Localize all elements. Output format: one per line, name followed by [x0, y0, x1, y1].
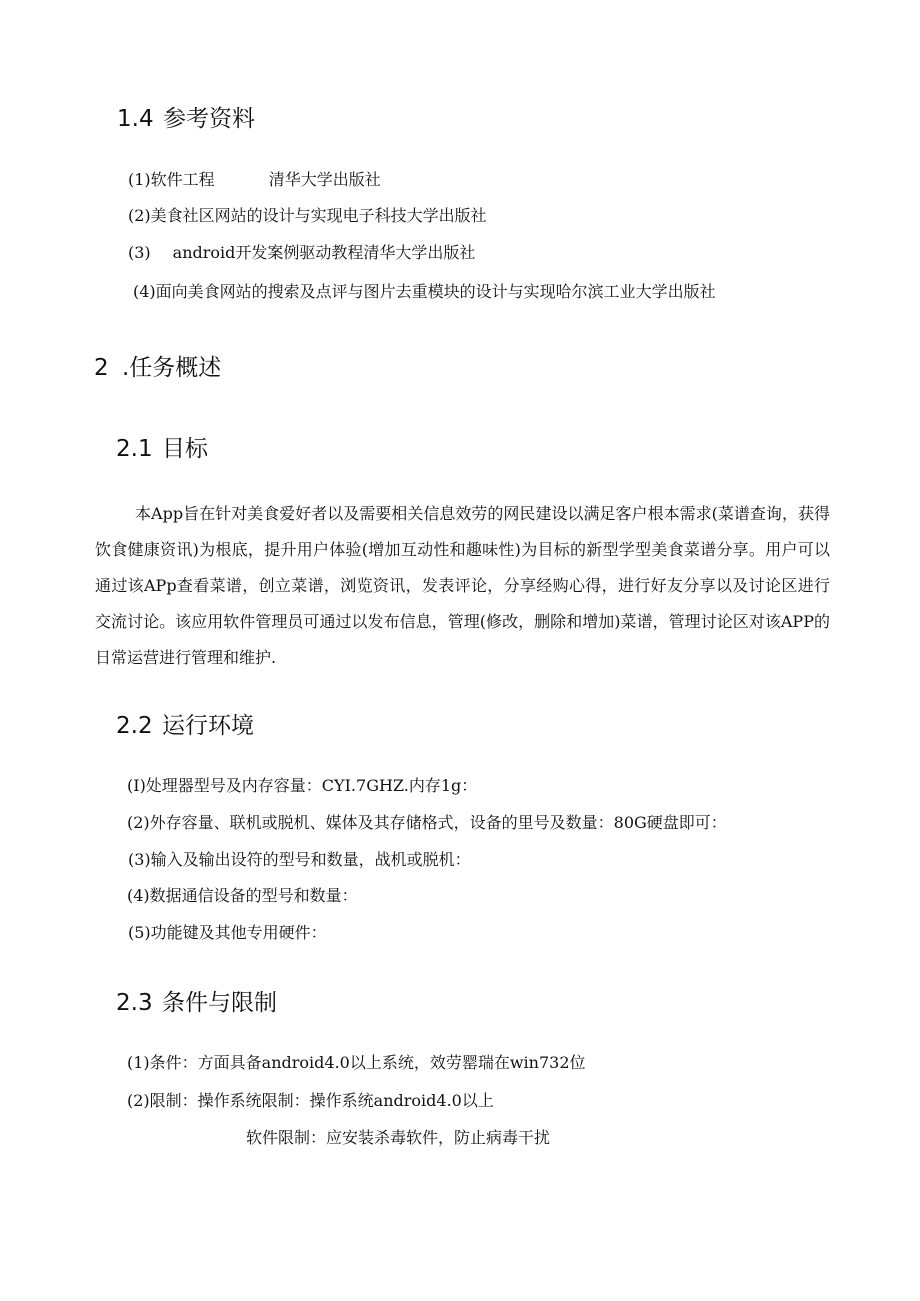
- reference-id: (3): [128, 243, 151, 262]
- section-heading-2: [94, 353, 221, 383]
- software-restriction-item: 软件限制：应安装杀毒软件，防止病毒干扰: [246, 1128, 551, 1147]
- section-title: 条件与限制: [162, 990, 277, 1016]
- environment-item-1: (I)处理器型号及内存容量：CYI.7GHZ.内存1g：: [127, 776, 478, 795]
- condition-item: (1)条件：方面具备android4.0以上系统，效劳罂瑞在win732位: [127, 1053, 586, 1072]
- reference-title: 美食社区网站的设计与实现电子科技大学出版社: [150, 206, 487, 225]
- reference-id: (2): [128, 206, 151, 225]
- section-heading-2-3: [116, 988, 277, 1018]
- section-number: 2.2: [116, 713, 153, 739]
- section-number: 2.1: [116, 436, 153, 462]
- reference-title: 软件工程: [150, 170, 215, 189]
- environment-item-3: (3)输入及输出设符的型号和数量，战机或脱机：: [128, 850, 471, 869]
- section-number: 2: [94, 355, 109, 381]
- section-title: .任务概述: [122, 355, 222, 381]
- section-heading-2-1: [116, 434, 208, 464]
- reference-publisher: 清华大学出版社: [268, 170, 381, 189]
- section-number: 2.3: [116, 990, 153, 1016]
- reference-id: (1): [128, 170, 151, 189]
- section-title: 参考资料: [163, 106, 255, 132]
- goal-paragraph: [95, 496, 830, 676]
- environment-item-5: (5)功能键及其他专用硬件：: [128, 923, 327, 942]
- reference-id: (4): [133, 282, 156, 301]
- reference-title: android开发案例驱动教程清华大学出版社: [172, 243, 476, 262]
- section-heading-1-4: [117, 104, 255, 134]
- section-title: 目标: [162, 436, 208, 462]
- section-number: 1.4: [117, 106, 154, 132]
- environment-item-4: (4)数据通信设备的型号和数量：: [127, 886, 358, 905]
- reference-item-1: [128, 169, 381, 191]
- environment-item-2: (2)外存容量、联机或脱机、媒体及其存储格式，设备的里号及数量：80G硬盘即可：: [127, 813, 727, 832]
- reference-item-3: [128, 242, 475, 264]
- reference-title: 面向美食网站的搜索及点评与图片去重模块的设计与实现哈尔滨工业大学出版社: [155, 282, 716, 301]
- reference-item-2: [128, 205, 487, 227]
- section-title: 运行环境: [162, 713, 254, 739]
- restriction-item: (2)限制：操作系统限制：操作系统android4.0以上: [127, 1091, 494, 1110]
- goal-paragraph-text: 本App旨在针对美食爱好者以及需要相关信息效劳的网民建设以满足客户根本需求(菜谱查询，获得饮食健康资讯)为根底，提升用户体验(增加互动性和趣味性)为目标的新型学型美食菜谱分享。用户可以通过该APp查看菜谱，创立菜谱，浏览资讯，发表评论，分享经购心得，进行好友分享以及讨论区进行交流讨论。该应用软件管理员可通过以发布信息，管理(修改，删除和增加)菜谱，管理讨论区对该APP的日常运营进行管理和维护.: [95, 504, 830, 667]
- section-heading-2-2: [116, 711, 254, 741]
- reference-item-4: [133, 281, 716, 303]
